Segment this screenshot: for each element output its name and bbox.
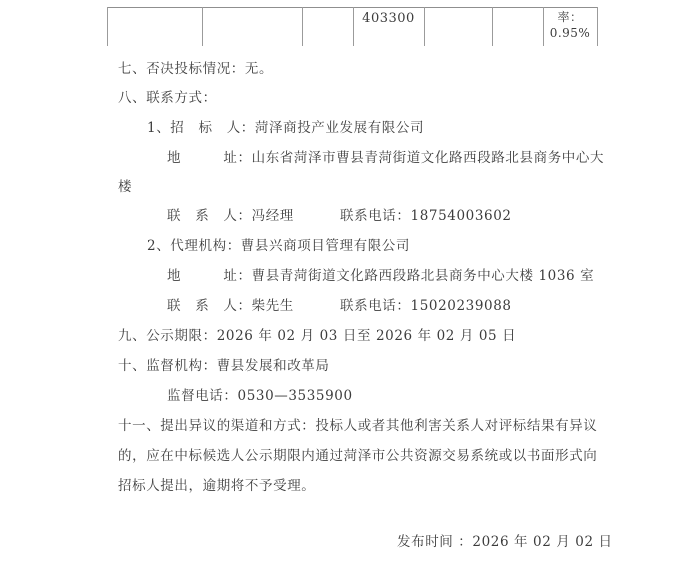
table-column-border (302, 7, 303, 46)
section-objection-line3: 招标人提出，逾期将不予受理。 (118, 478, 316, 494)
rate-label: 率： (557, 10, 583, 24)
tenderer-contact-person: 联 系 人：冯经理 (167, 208, 294, 224)
section-objection-line2: 的，应在中标候选人公示期限内通过菏泽市公共资源交易系统或以书面形式向 (118, 448, 598, 464)
table-column-border (202, 7, 203, 46)
table-cell-bid-price: 403300 (362, 11, 415, 26)
table-column-border (424, 7, 425, 46)
section-publicity-period: 九、公示期限：2026 年 02 月 03 日至 2026 年 02 月 05 日 (118, 328, 517, 344)
supervisory-phone: 监督电话：0530—3535900 (167, 388, 353, 404)
table-column-border (597, 7, 598, 46)
tenderer-address-line1: 地 址：山东省菏泽市曹县青菏街道文化路西段路北县商务中心大 (167, 150, 605, 166)
section-rejected-bids: 七、否决投标情况：无。 (118, 61, 274, 77)
agency-contact-person: 联 系 人：柴先生 (167, 298, 294, 314)
agency-contact-phone: 联系电话：15020239088 (340, 298, 512, 314)
table-cell-rate (543, 9, 597, 41)
agency-name: 2、代理机构：曹县兴商项目管理有限公司 (147, 238, 410, 254)
table-column-border (492, 7, 493, 46)
publish-time: 发布时间 ：2026 年 02 月 02 日 (397, 534, 613, 550)
section-objection-line1: 十一、提出异议的渠道和方式：投标人或者其他利害关系人对评标结果有异议 (118, 418, 598, 434)
agency-address: 地 址：曹县青菏街道文化路西段路北县商务中心大楼 1036 室 (167, 268, 595, 284)
table-column-border (107, 7, 108, 46)
section-supervisory-body: 十、监督机构：曹县发展和改革局 (118, 358, 330, 374)
tenderer-name: 1、招 标 人：菏泽商投产业发展有限公司 (147, 120, 425, 136)
section-contact-header: 八、联系方式： (118, 90, 217, 106)
tenderer-address-line2: 楼 (118, 179, 133, 195)
rate-value: 0.95% (549, 26, 591, 40)
tenderer-contact-phone: 联系电话：18754003602 (340, 208, 512, 224)
